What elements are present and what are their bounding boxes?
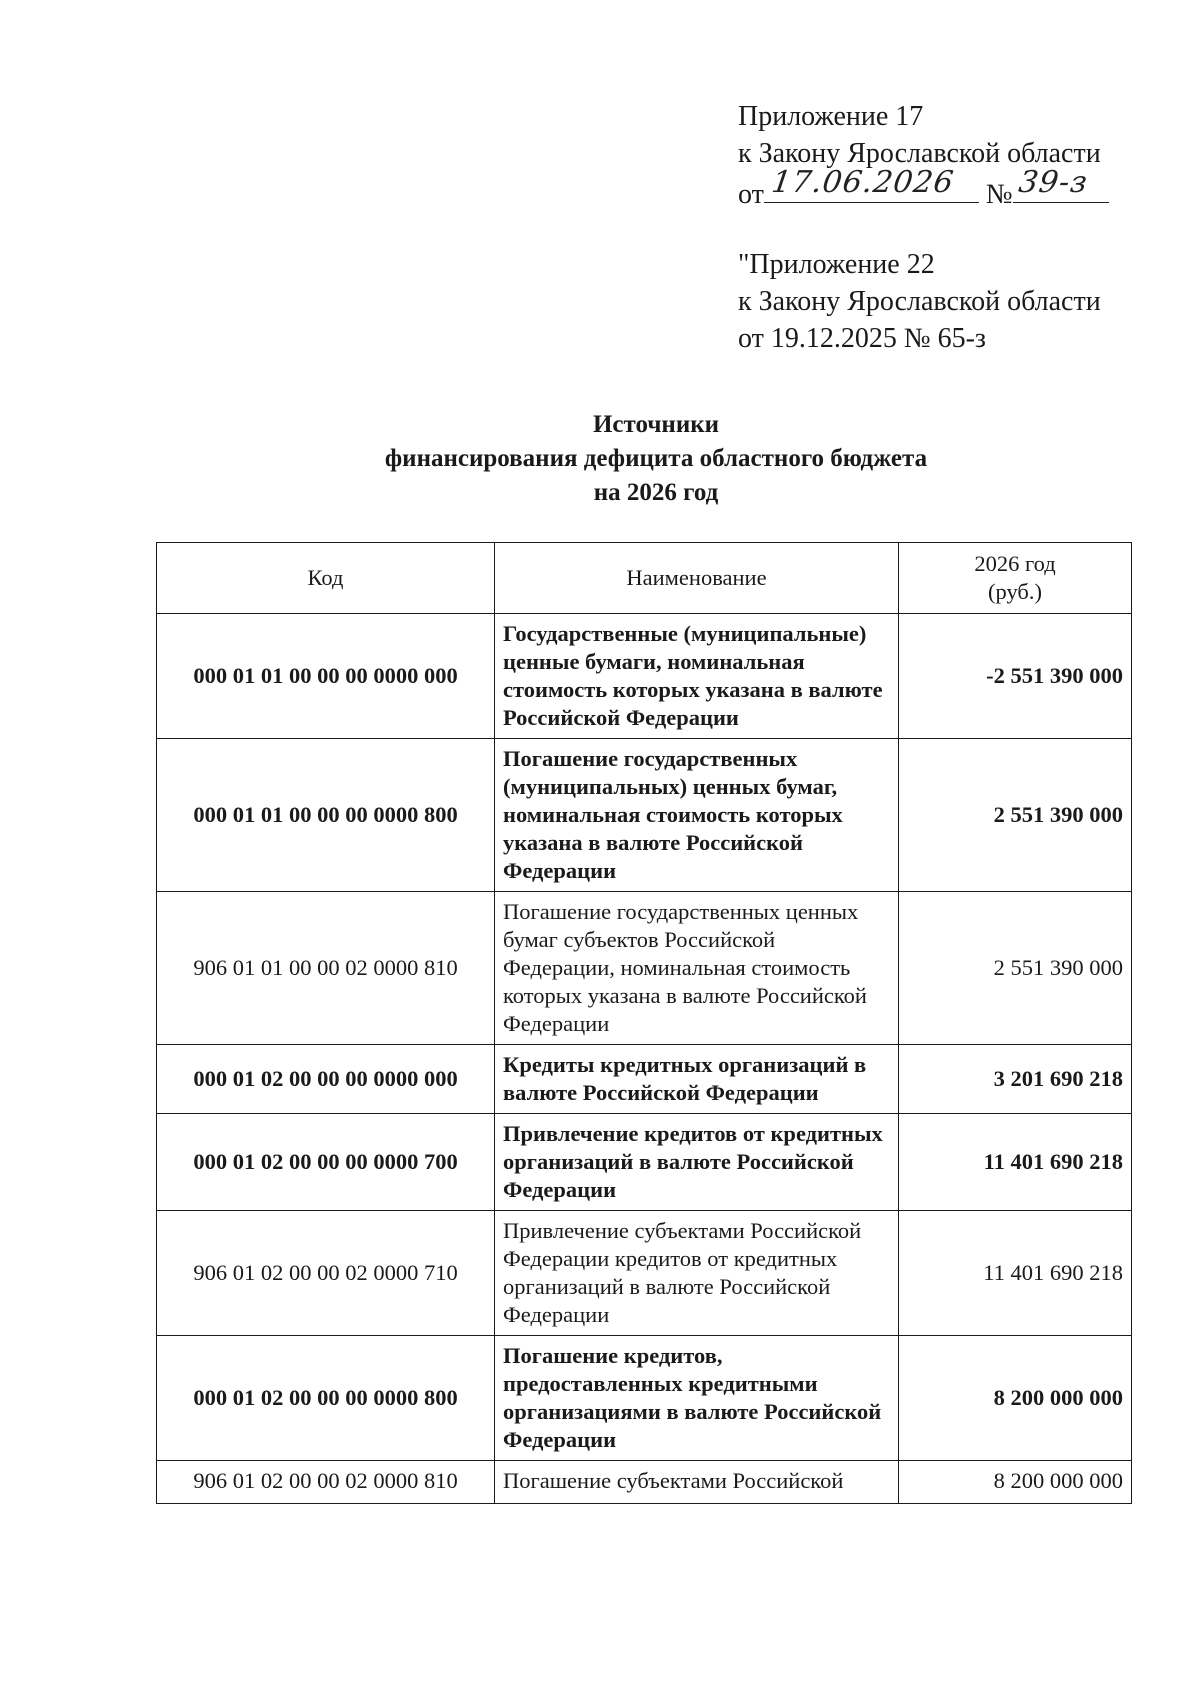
document-title [0,408,1200,510]
row-code: 906 01 02 00 00 02 0000 810 [157,1461,495,1504]
number-prefix: № [985,179,1013,210]
header-amount-unit: (руб.) [988,579,1042,604]
old-appendix-law-reference: к Закону Ярославской области [738,286,1101,317]
handwritten-number: 39-з [1016,165,1090,200]
table-row [157,1045,1132,1114]
row-code: 906 01 01 00 00 02 0000 810 [157,892,495,1045]
row-amount: 3 201 690 218 [899,1045,1132,1114]
appendix-header-old [738,246,1101,357]
row-name: Погашение государственных (муниципальных) ценных бумаг, номинальная стоимость которых указана в валюте Российской Федерации [495,739,899,892]
table-row [157,1461,1132,1504]
handwritten-number-field [1013,165,1109,203]
row-code: 000 01 01 00 00 00 0000 000 [157,614,495,739]
appendix-date-line [738,165,1109,213]
date-prefix: от [738,179,764,210]
table-header-row [157,543,1132,614]
handwritten-date-field [764,165,979,203]
table-row [157,1211,1132,1336]
row-name: Погашение кредитов, предоставленных кредитными организациями в валюте Российской Федерации [495,1336,899,1461]
row-code: 906 01 02 00 00 02 0000 710 [157,1211,495,1336]
header-amount-year: 2026 год [974,551,1056,576]
appendix-law-reference: к Закону Ярославской области [738,138,1101,169]
row-code: 000 01 02 00 00 00 0000 800 [157,1336,495,1461]
row-name: Погашение субъектами Российской [495,1461,899,1504]
row-amount: 2 551 390 000 [899,739,1132,892]
title-line-3: на 2026 год [593,479,719,506]
row-name: Кредиты кредитных организаций в валюте Российской Федерации [495,1045,899,1114]
deficit-sources-table [156,542,1132,1504]
row-name: Привлечение субъектами Российской Федерации кредитов от кредитных организаций в валюте Российской Федерации [495,1211,899,1336]
row-amount: 8 200 000 000 [899,1461,1132,1504]
header-name: Наименование [495,543,899,614]
row-amount: 11 401 690 218 [899,1114,1132,1211]
row-amount: 2 551 390 000 [899,892,1132,1045]
row-name: Государственные (муниципальные) ценные бумаги, номинальная стоимость которых указана в валюте Российской Федерации [495,614,899,739]
title-line-1: Источники [592,411,720,438]
row-amount: -2 551 390 000 [899,614,1132,739]
header-amount [899,543,1132,614]
title-line-2: финансирования дефицита областного бюджета [384,445,928,472]
row-code: 000 01 02 00 00 00 0000 000 [157,1045,495,1114]
header-code: Код [157,543,495,614]
row-code: 000 01 01 00 00 00 0000 800 [157,739,495,892]
table-row [157,739,1132,892]
table-row [157,614,1132,739]
old-appendix-number: "Приложение 22 [738,249,935,280]
old-appendix-date: от 19.12.2025 № 65-з [738,323,986,354]
row-code: 000 01 02 00 00 00 0000 700 [157,1114,495,1211]
row-name: Привлечение кредитов от кредитных организаций в валюте Российской Федерации [495,1114,899,1211]
table-row [157,1336,1132,1461]
table-row [157,1114,1132,1211]
row-amount: 8 200 000 000 [899,1336,1132,1461]
appendix-number: Приложение 17 [738,101,924,132]
row-amount: 11 401 690 218 [899,1211,1132,1336]
table-row [157,892,1132,1045]
row-name: Погашение государственных ценных бумаг субъектов Российской Федерации, номинальная стоимость которых указана в валюте Российской Федерации [495,892,899,1045]
appendix-header-new [738,98,1109,213]
handwritten-date: 17.06.2026 [769,165,957,200]
